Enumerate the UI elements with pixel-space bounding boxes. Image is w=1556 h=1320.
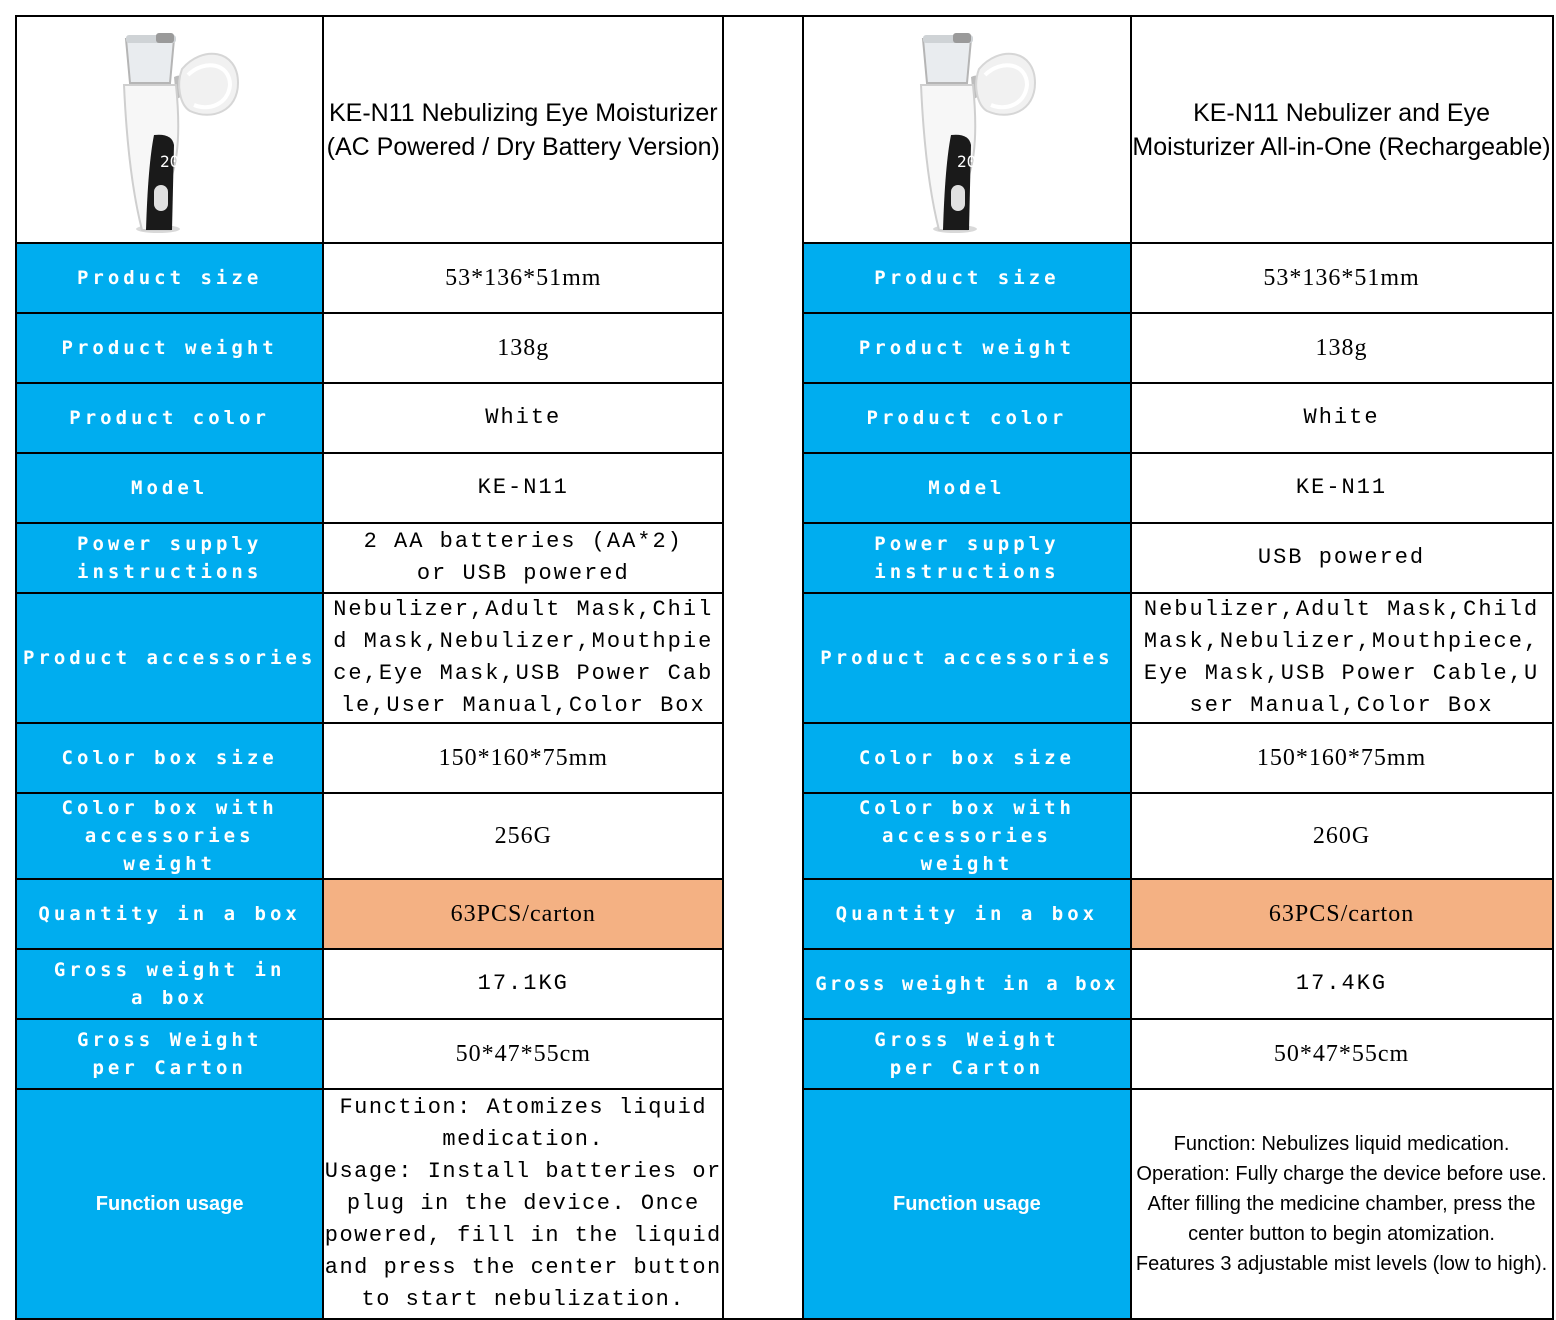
- spec-label: Color box with accessories weight: [16, 793, 323, 879]
- product-title-1: KE-N11 Nebulizing Eye Moisturizer (AC Powered / Dry Battery Version): [323, 16, 723, 243]
- spec-value: 138g: [323, 313, 723, 383]
- spec-label: Product size: [16, 243, 323, 313]
- spec-value: Nebulizer,Adult Mask,Child Mask,Nebulizer,Mouthpiece,Eye Mask,USB Power Cable,User Manual,Color Box: [1131, 593, 1553, 723]
- column-gap: [723, 793, 803, 879]
- spec-label: Gross weight in a box: [803, 949, 1130, 1019]
- spec-row: [16, 879, 1553, 949]
- column-gap: [723, 523, 803, 593]
- spec-label: Color box with accessories weight: [803, 793, 1130, 879]
- spec-value: USB powered: [1131, 523, 1553, 593]
- spec-row: [16, 1019, 1553, 1089]
- column-gap: [723, 879, 803, 949]
- function-row: [16, 1089, 1553, 1319]
- spec-value: 17.1KG: [323, 949, 723, 1019]
- spec-value: 50*47*55cm: [323, 1019, 723, 1089]
- function-usage-text: Function: Atomizes liquid medication. Usage: Install batteries or plug in the device. Once powered, fill in the liquid and press the center button to start nebulization.: [323, 1089, 723, 1319]
- spec-value-highlight: 63PCS/carton: [323, 879, 723, 949]
- spec-label: Quantity in a box: [803, 879, 1130, 949]
- spec-comparison-table: [15, 15, 1554, 1320]
- spec-row: [16, 593, 1553, 723]
- spec-value: Nebulizer,Adult Mask,Child Mask,Nebulizer,Mouthpiece,Eye Mask,USB Power Cable,User Manual,Color Box: [323, 593, 723, 723]
- function-usage-label: Function usage: [803, 1089, 1130, 1319]
- spec-label: Power supply instructions: [16, 523, 323, 593]
- spec-row: [16, 383, 1553, 453]
- spec-label: Color box size: [16, 723, 323, 793]
- spec-value: 138g: [1131, 313, 1553, 383]
- spec-label: Gross Weight per Carton: [16, 1019, 323, 1089]
- spec-label: Product color: [803, 383, 1130, 453]
- column-gap: [723, 723, 803, 793]
- spec-row: [16, 243, 1553, 313]
- spec-row: [16, 453, 1553, 523]
- spec-row: [16, 523, 1553, 593]
- spec-value: 260G: [1131, 793, 1553, 879]
- spec-label: Gross weight in a box: [16, 949, 323, 1019]
- spec-value: 2 AA batteries (AA*2) or USB powered: [323, 523, 723, 593]
- spec-label: Power supply instructions: [803, 523, 1130, 593]
- spec-value: 256G: [323, 793, 723, 879]
- screen-reading: 20: [159, 151, 179, 171]
- column-gap: [723, 593, 803, 723]
- column-gap: [723, 313, 803, 383]
- spec-value: 150*160*75mm: [1131, 723, 1553, 793]
- spec-label: Product weight: [803, 313, 1130, 383]
- spec-value: 17.4KG: [1131, 949, 1553, 1019]
- product-image-1: [16, 16, 323, 243]
- header-row: [16, 16, 1553, 243]
- spec-row: [16, 949, 1553, 1019]
- column-gap: [723, 383, 803, 453]
- column-gap: [723, 949, 803, 1019]
- spec-row: [16, 723, 1553, 793]
- column-gap: [723, 453, 803, 523]
- nebulizer-device-image: [887, 25, 1047, 235]
- spec-label: Model: [803, 453, 1130, 523]
- spec-label: Product color: [16, 383, 323, 453]
- spec-value: 50*47*55cm: [1131, 1019, 1553, 1089]
- spec-label: Gross Weight per Carton: [803, 1019, 1130, 1089]
- spec-value: KE-N11: [323, 453, 723, 523]
- spec-value: 150*160*75mm: [323, 723, 723, 793]
- spec-value: 53*136*51mm: [1131, 243, 1553, 313]
- function-usage-text: Function: Nebulizes liquid medication. Operation: Fully charge the device before use. After filling the medicine chamber, press the center button to begin atomization. Features 3 adjustable mist levels (low to high).: [1131, 1089, 1553, 1319]
- spec-label: Product size: [803, 243, 1130, 313]
- spec-row: [16, 793, 1553, 879]
- spec-label: Product accessories: [16, 593, 323, 723]
- function-usage-label: Function usage: [16, 1089, 323, 1319]
- product-title-2: KE-N11 Nebulizer and Eye Moisturizer All-in-One (Rechargeable): [1131, 16, 1553, 243]
- column-gap: [723, 1089, 803, 1319]
- screen-reading: 20: [956, 151, 977, 171]
- spec-value: White: [323, 383, 723, 453]
- column-gap: [723, 16, 803, 243]
- spec-value: KE-N11: [1131, 453, 1553, 523]
- spec-label: Color box size: [803, 723, 1130, 793]
- spec-label: Quantity in a box: [16, 879, 323, 949]
- spec-label: Model: [16, 453, 323, 523]
- nebulizer-device-image: [90, 25, 250, 235]
- product-image-2: [803, 16, 1130, 243]
- spec-label: Product accessories: [803, 593, 1130, 723]
- spec-value: 53*136*51mm: [323, 243, 723, 313]
- column-gap: [723, 1019, 803, 1089]
- spec-value: White: [1131, 383, 1553, 453]
- spec-row: [16, 313, 1553, 383]
- spec-value-highlight: 63PCS/carton: [1131, 879, 1553, 949]
- spec-label: Product weight: [16, 313, 323, 383]
- column-gap: [723, 243, 803, 313]
